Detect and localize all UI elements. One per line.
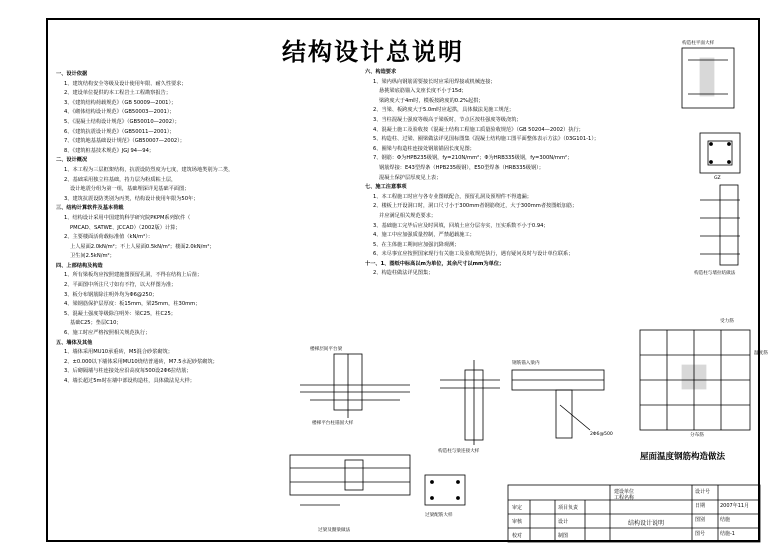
col1-line: 1、结构设计采用中国建筑科学研究院PKPM系列软件（ bbox=[64, 214, 191, 221]
gz-label: GZ bbox=[714, 176, 721, 181]
col2-line: 2、构造柱做法详见图集； bbox=[373, 270, 434, 277]
tb-r1-2: 项目负责 bbox=[558, 505, 579, 511]
col2-line: 5、在主体施工期间应加强沉降观测； bbox=[373, 241, 460, 248]
col1-line: 三、结构计算软件及基本荷载 bbox=[56, 205, 124, 212]
col2-line: 4、施工中应加强质量控制，严禁超载施工； bbox=[373, 232, 475, 239]
col1-line: PMCAD、SATWE、JCCAD）（2002版）计算； bbox=[70, 224, 181, 231]
tb-drawing: 结构设计说明 bbox=[628, 520, 665, 527]
tb-v2: 2007年11月 bbox=[720, 503, 750, 509]
col2-line: 2、当梁、板跨度大于5.0m时应起拱，具体做法见施工规范； bbox=[373, 107, 515, 114]
tb-design-unit: 建设单位 bbox=[614, 489, 635, 495]
gz-detail-caption: 过梁配筋大样 bbox=[425, 513, 453, 518]
right-mid-label: 构造柱与墙拉结做法 bbox=[694, 271, 736, 276]
col2-line: 十一、1、图纸中标高以m为单位，其余尺寸以mm为单位； bbox=[365, 260, 505, 267]
col2-line: 混凝土保护层厚度见上表； bbox=[379, 174, 442, 181]
phi-label: 2Φ6@500 bbox=[590, 432, 613, 437]
col1-line: 一、设计依据 bbox=[56, 71, 88, 77]
col1-line: 二、设计概况 bbox=[56, 157, 88, 164]
tb-r3-2: 制图 bbox=[558, 533, 569, 539]
col1-line: 四、上部结构及构造 bbox=[56, 262, 103, 269]
col2-line: 钢筋焊接：E43型焊条（HPB235级钢），E50型焊条（HRB335级钢）； bbox=[379, 164, 544, 171]
col2-line: 4、混凝土施工及验收按《混凝土结构工程施工质量验收规范》（GB 50204—2002）执行； bbox=[373, 126, 584, 133]
col2-line: 6、圈梁与构造柱连接处钢筋锚固长度见图； bbox=[373, 145, 475, 152]
tb-v4: 结施-1 bbox=[720, 531, 735, 537]
col1-line: 2、±0.000以下墙体采用MU10烧结普通砖，M7.5水泥砂浆砌筑； bbox=[64, 358, 218, 365]
top-right-label: 构造柱平面大样 bbox=[682, 41, 715, 46]
lintel-section bbox=[425, 475, 465, 505]
col2-line: 六、构造要求 bbox=[365, 69, 397, 75]
tb-k1: 设计号 bbox=[695, 489, 711, 495]
col1-line: 4、墙长超过5m时在墙中部设构造柱，具体做法见大样； bbox=[64, 378, 195, 384]
slab-detail-caption: 楼梯平台柱锚固大样 bbox=[312, 421, 354, 426]
tb-r1-0: 审定 bbox=[512, 505, 523, 511]
col1-line: 6、《建筑抗震设计规范》（GB50011—2001）； bbox=[64, 128, 175, 135]
col2-line: 1、本工程施工时应与各专业图纸配合，预留孔洞及预埋件不得遗漏； bbox=[373, 193, 532, 200]
col1-line: 1、所有梁板均应按照建施图预留孔洞，不得在结构上后凿； bbox=[64, 272, 203, 279]
col1-line: 4、梁钢筋保护层厚度：板15mm，梁25mm，柱30mm； bbox=[64, 301, 201, 308]
note3-label: 受力筋 bbox=[720, 319, 734, 324]
col1-line: 1、墙体采用MU10承重砖，M5混合砂浆砌筑； bbox=[64, 349, 173, 356]
col1-line: 3、建筑抗震设防类别为丙类，结构设计使用年限为50年； bbox=[64, 195, 199, 202]
col2-line: 5、构造柱、过梁、圈梁做法详见国标图集《混凝土结构施工图平面整体表示方法》（03G101-1）； bbox=[373, 136, 600, 143]
col1-line: 3、后砌隔墙与柱连接处应沿高度每500设2Φ6拉结筋； bbox=[64, 368, 192, 375]
note2-label: 温度筋 bbox=[754, 351, 768, 356]
note4-label: 分布筋 bbox=[690, 433, 704, 438]
tb-r2-0: 审核 bbox=[512, 519, 523, 525]
gz-section bbox=[700, 133, 740, 173]
col1-line: 3、《建筑结构荷载规范》（GB 50009—2001）； bbox=[64, 99, 177, 106]
tb-r3-0: 校对 bbox=[512, 533, 523, 539]
col2-line: 3、当柱混凝土强度等级高于梁板时，节点区按柱强度等级浇筑； bbox=[373, 116, 522, 123]
ring-beam-title: 屋面温度钢筋构造做法 bbox=[640, 452, 726, 462]
col1-line: 8、《建筑桩基技术规范》JGJ 94—94； bbox=[64, 147, 155, 154]
col1-line: 5、混凝土强度等级除注明外：梁C25，柱C25； bbox=[64, 310, 176, 317]
lintel-detail bbox=[290, 455, 410, 495]
beam-detail-caption: 构造柱与梁连接大样 bbox=[438, 449, 480, 454]
col2-line: 6、未尽事宜应按照国家现行有关施工及验收规范执行，遇有疑问及时与设计单位联系； bbox=[373, 251, 574, 258]
col1-line: 2、主要楼面活荷载标准值（kN/m²）： bbox=[64, 234, 154, 241]
tb-k3: 图别 bbox=[695, 517, 706, 523]
col2-line: 梁跨度大于4m时，模板按跨度的0.2%起拱； bbox=[379, 97, 484, 104]
tb-r2-2: 设计 bbox=[558, 519, 569, 525]
col1-line: 五、墙体及其他 bbox=[56, 339, 93, 346]
tb-project: 工程名称 bbox=[614, 495, 635, 501]
drawing-title: 结构设计总说明 bbox=[282, 37, 464, 66]
col2-line: 2、楼板上开设洞口时，洞口尺寸小于300mm者钢筋绕过，大于300mm者按图纸加筋； bbox=[373, 203, 578, 210]
col1-line: 上人屋面2.0kN/m²；不上人屋面0.5kN/m²；楼面2.0kN/m²； bbox=[70, 243, 215, 250]
col1-line: 7、《建筑地基基础设计规范》（GB50007—2002）； bbox=[64, 138, 185, 145]
col1-line: 5、《混凝土结构设计规范》（GB50010—2002）； bbox=[64, 118, 180, 125]
col1-line: 3、板分布钢筋除注明外均为Φ6@250； bbox=[64, 291, 158, 298]
col1-line: 设计地震分组为第一组，基础埋深详见基础平面图； bbox=[70, 186, 190, 193]
tb-k2: 日期 bbox=[695, 503, 706, 509]
mid-label: 楼梯层间平台梁 bbox=[310, 347, 343, 352]
wall-tie-detail bbox=[720, 185, 738, 265]
col2-line: 1、梁内纵向钢筋需要接长时应采用焊接或机械连接； bbox=[373, 78, 496, 85]
ring-beam-grid bbox=[640, 330, 750, 430]
col2-line: 并应满足相关规范要求； bbox=[379, 212, 437, 219]
col2-line: 7、钢筋：Φ为HPB235级钢，fy=210N/mm²；Φ为HRB335级钢，fy=300N/mm²； bbox=[373, 155, 573, 162]
lintel-detail-caption: 过梁及圈梁做法 bbox=[318, 528, 351, 533]
col2-line: 七、施工注意事项 bbox=[365, 184, 407, 191]
col1-line: 1、本工程为三层框架结构，抗震设防烈度为七度，建筑场地类别为二类， bbox=[64, 166, 234, 173]
col1-line: 卫生间2.5kN/m²； bbox=[70, 253, 115, 260]
col1-line: 6、施工时应严格按照相关规范执行； bbox=[64, 330, 151, 337]
col1-line: 2、建设单位提供的本工程岩土工程勘察报告； bbox=[64, 90, 172, 97]
col1-line: 1、建筑结构安全等级及设计使用年限、耐久性要求； bbox=[64, 80, 187, 87]
col2-line: 3、基础施工完毕后应及时回填，回填土应分层夯实，压实系数不小于0.94； bbox=[373, 222, 549, 229]
col1-line: 2、平面图中所注尺寸如有不符，以大样图为准； bbox=[64, 282, 177, 289]
col1-line: 2、基础采用独立柱基础，持力层为粉质粘土层， bbox=[64, 176, 177, 183]
tb-v3: 结施 bbox=[720, 517, 731, 523]
note1-label: 钢筋锚入梁内 bbox=[512, 361, 540, 366]
col2-line: 悬挑梁底筋锚入支座长度不小于15d； bbox=[379, 88, 467, 95]
tb-k4: 图号 bbox=[695, 531, 706, 537]
col1-line: 4、《砌体结构设计规范》（GB50003—2001）； bbox=[64, 109, 175, 116]
col1-line: 基础C25；垫层C10； bbox=[70, 320, 122, 327]
